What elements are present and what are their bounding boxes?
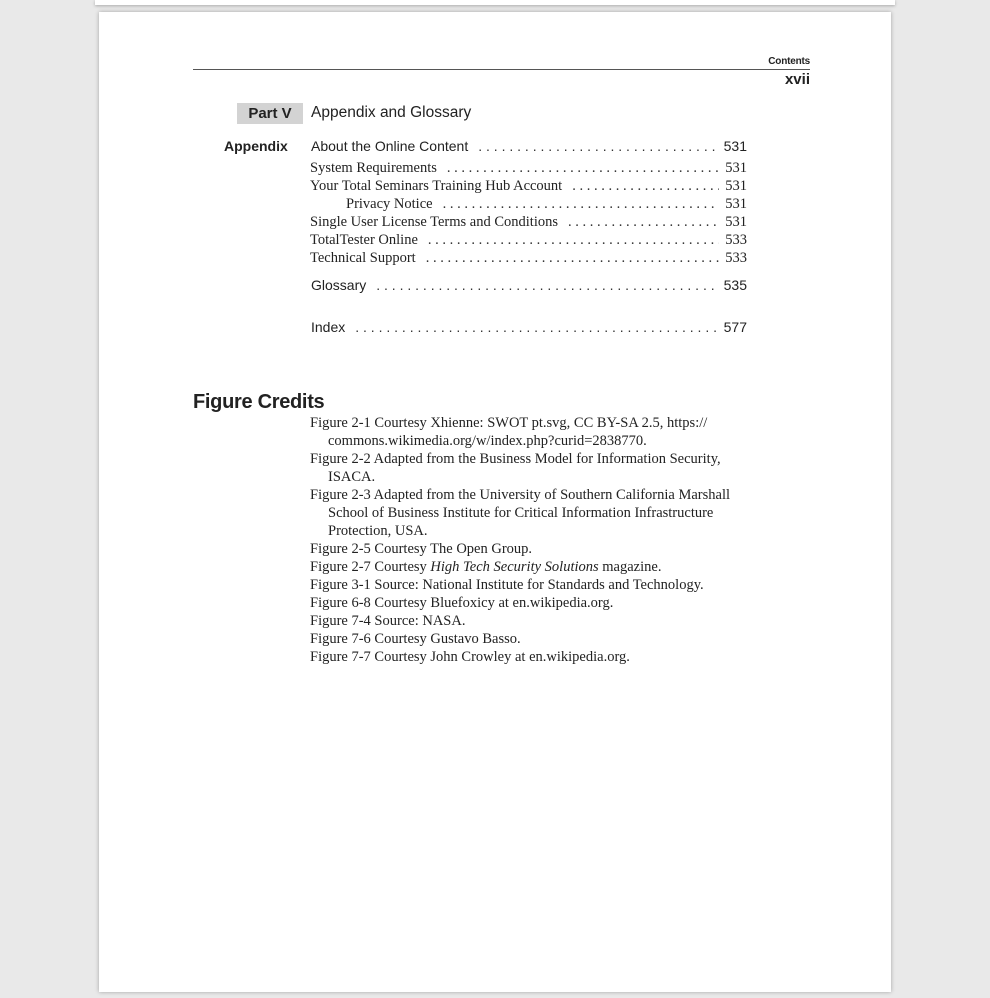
- figure-credit: Figure 7-4 Source: NASA.: [310, 613, 466, 629]
- toc-subentry-page: 531: [725, 196, 747, 212]
- toc-subentry-page: 531: [725, 178, 747, 194]
- toc-leader: [426, 250, 720, 267]
- toc-entry-title: Glossary: [311, 277, 367, 293]
- credit-text: Figure 2-7 Courtesy: [310, 559, 431, 575]
- figure-credit: Figure 2-1 Courtesy Xhienne: SWOT pt.svg, CC BY-SA 2.5, https:// commons.wikimedia.org/w/index.php?curid=2838770.: [310, 415, 708, 449]
- toc-entry[interactable]: [311, 138, 747, 154]
- toc-leader: [447, 160, 719, 177]
- figure-credit: Figure 7-6 Courtesy Gustavo Basso.: [310, 631, 521, 647]
- page-number: xvii: [784, 71, 810, 88]
- figure-credit: Figure 3-1 Source: National Institute for Standards and Technology.: [310, 577, 704, 593]
- toc-entry-page: 535: [723, 277, 747, 293]
- toc-subentry[interactable]: [310, 232, 747, 249]
- toc-entry-title: Index: [311, 319, 346, 335]
- figure-credit: Figure 2-3 Adapted from the University of Southern California Marshall School of Business Institute for Critical Information Infrastructure Protection, USA.: [310, 487, 731, 539]
- figure-credit: [310, 558, 740, 576]
- document-page: [99, 12, 891, 992]
- part-label: Part V: [237, 103, 303, 124]
- toc-leader: [443, 196, 720, 213]
- toc-leader: [568, 214, 719, 231]
- toc-entry-page: 577: [723, 319, 747, 335]
- toc-subentry-title: TotalTester Online: [310, 232, 418, 248]
- toc-subentry[interactable]: [310, 178, 747, 195]
- toc-subentry-page: 533: [725, 250, 747, 266]
- toc-subentry-title: System Requirements: [310, 160, 437, 176]
- toc-subentry[interactable]: [310, 250, 747, 267]
- part-title: Appendix and Glossary: [311, 104, 472, 121]
- toc-leader: [572, 178, 719, 195]
- appendix-label: Appendix: [224, 138, 288, 154]
- header-rule: [193, 69, 810, 70]
- figure-credits-list: [310, 414, 740, 666]
- toc-subentry[interactable]: [310, 214, 747, 231]
- toc-entry-page: 531: [723, 138, 747, 154]
- toc-entry-index[interactable]: [311, 319, 747, 335]
- toc-entry-title: About the Online Content: [311, 138, 469, 154]
- toc-subentry-page: 531: [725, 160, 747, 176]
- running-header: Contents: [768, 56, 810, 67]
- toc-subentry-title: Your Total Seminars Training Hub Account: [310, 178, 563, 194]
- toc-leader: [376, 277, 717, 293]
- toc-subentry[interactable]: [310, 160, 747, 177]
- toc-subentry-page: 533: [725, 232, 747, 248]
- toc-leader: [428, 232, 719, 249]
- toc-subentry-page: 531: [725, 214, 747, 230]
- toc-leader: [478, 138, 717, 154]
- toc-leader: [355, 319, 717, 335]
- toc-subentry-title: Technical Support: [310, 250, 416, 266]
- credit-text: magazine.: [598, 559, 662, 575]
- toc-subentry-title: Privacy Notice: [346, 196, 433, 212]
- figure-credit: Figure 6-8 Courtesy Bluefoxicy at en.wikipedia.org.: [310, 595, 614, 611]
- figure-credits-heading: Figure Credits: [193, 391, 325, 413]
- previous-page-edge: [95, 0, 895, 5]
- magazine-title: High Tech Security Solutions: [430, 559, 599, 575]
- toc-entry-glossary[interactable]: [311, 277, 747, 293]
- toc-subentry-title: Single User License Terms and Conditions: [310, 214, 559, 230]
- figure-credit: Figure 2-5 Courtesy The Open Group.: [310, 541, 533, 557]
- figure-credit: Figure 2-2 Adapted from the Business Model for Information Security, ISACA.: [310, 451, 721, 485]
- figure-credit: Figure 7-7 Courtesy John Crowley at en.wikipedia.org.: [310, 649, 630, 665]
- toc-subentry[interactable]: [346, 196, 747, 213]
